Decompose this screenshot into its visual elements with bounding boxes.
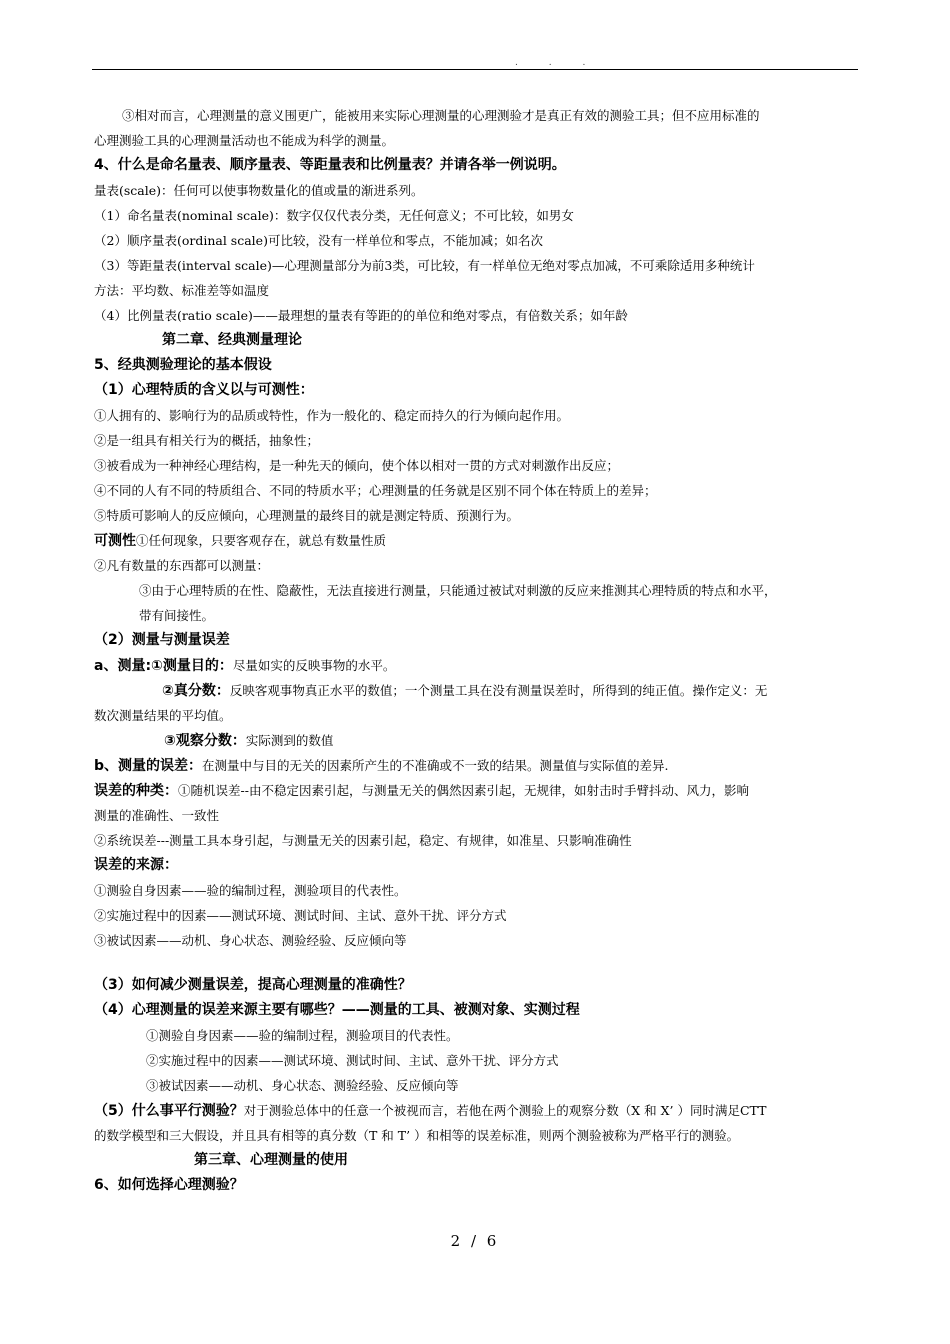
section-heading: （2）测量与测量误差 xyxy=(94,632,230,648)
term-text: 反映客观事物真正水平的数值；一个测量工具在没有测量误差时，所得到的纯正值。操作定义：无 xyxy=(229,683,768,698)
paragraph-line: 心理测验工具的心理测量活动也不能成为科学的测量。 xyxy=(94,133,395,148)
term-label: ③观察分数： xyxy=(164,733,246,749)
page-number: 2 / 6 xyxy=(450,1232,500,1250)
question-heading: 5、经典测验理论的基本假设 xyxy=(94,357,272,373)
term-text: 对于测验总体中的任意一个被视而言，若他在两个测验上的观察分数（X 和 X’ ）同时满足CTT xyxy=(243,1103,767,1118)
document-body xyxy=(94,103,860,1198)
list-item: ⑤特质可影响人的反应倾向，心理测量的最终目的就是测定特质、预测行为。 xyxy=(94,508,520,523)
paragraph-line xyxy=(94,728,860,753)
list-item: ③被看成为一种神经心理结构，是一种先天的倾向，使个体以相对一贯的方式对刺激作出反应； xyxy=(94,458,620,473)
term-text: 实际测到的数值 xyxy=(245,733,334,748)
header-dots: . . . xyxy=(515,58,600,68)
paragraph-line xyxy=(94,653,860,678)
paragraph-line: 测量的准确性、一致性 xyxy=(94,808,220,823)
list-item: ①测验自身因素——验的编制过程，测验项目的代表性。 xyxy=(94,883,407,898)
spacer xyxy=(94,953,860,973)
list-item: ②实施过程中的因素——测试环境、测试时间、主试、意外干扰、评分方式 xyxy=(94,908,507,923)
paragraph-line: ③相对而言，心理测量的意义围更广，能被用来实际心理测量的心理测验才是真正有效的测验工具；但不应用标准的 xyxy=(122,108,760,123)
chapter-heading: 第三章、心理测量的使用 xyxy=(194,1152,348,1168)
paragraph-line xyxy=(94,778,860,803)
question-heading: 4、什么是命名量表、顺序量表、等距量表和比例量表？并请各举一例说明。 xyxy=(94,157,566,173)
question-heading: 6、如何选择心理测验？ xyxy=(94,1177,244,1193)
paragraph-line: 的数学模型和三大假设，并且具有相等的真分数（T 和 T’ ）和相等的误差标准，则两个测验被称为严格平行的测验。 xyxy=(94,1128,740,1143)
list-item: ③由于心理特质的在性、隐蔽性，无法直接进行测量，只能通过被试对刺激的反应来推测其心理特质的特点和水平， xyxy=(139,583,777,598)
section-heading: （4）心理测量的误差来源主要有哪些？——测量的工具、被测对象、实测过程 xyxy=(94,1002,580,1018)
term-label: （5）什么事平行测验？ xyxy=(94,1103,244,1119)
list-item: （1）命名量表(nominal scale)：数字仅仅代表分类，无任何意义；不可比较，如男女 xyxy=(94,208,574,223)
paragraph-line: 数次测量结果的平均值。 xyxy=(94,708,232,723)
list-item: （2）顺序量表(ordinal scale)可比较，没有一样单位和零点，不能加减；如名次 xyxy=(94,233,543,248)
list-item: （4）比例量表(ratio scale)——最理想的量表有等距的的单位和绝对零点，有倍数关系；如年龄 xyxy=(94,308,628,323)
section-heading: （1）心理特质的含义以与可测性： xyxy=(94,382,314,398)
term-text: ①随机误差--由不稳定因素引起，与测量无关的偶然因素引起，无规律，如射击时手臂抖动、风力，影响 xyxy=(178,783,749,798)
term-label: 可测性 xyxy=(94,533,136,549)
chapter-heading: 第二章、经典测量理论 xyxy=(162,332,302,348)
term-label: b、测量的误差： xyxy=(94,758,203,774)
list-item: ②系统误差---测量工具本身引起，与测量无关的因素引起，稳定、有规律，如准星、只影响准确性 xyxy=(94,833,632,848)
paragraph-line xyxy=(94,678,860,703)
term-label: 误差的种类： xyxy=(94,783,178,799)
term-text: 在测量中与目的无关的因素所产生的不准确或不一致的结果。测量值与实际值的差异. xyxy=(202,758,669,773)
list-item: ②实施过程中的因素——测试环境、测试时间、主试、意外干扰、评分方式 xyxy=(146,1053,559,1068)
term-label: 误差的来源： xyxy=(94,857,178,873)
section-heading: （3）如何减少测量误差，提高心理测量的准确性？ xyxy=(94,977,412,993)
paragraph-line xyxy=(94,1098,860,1123)
list-item: ③被试因素——动机、身心状态、测验经验、反应倾向等 xyxy=(94,933,407,948)
list-item: ②是一组具有相关行为的概括，抽象性； xyxy=(94,433,320,448)
term-label: a、测量:①测量目的： xyxy=(94,658,233,674)
paragraph-line xyxy=(94,753,860,778)
list-item: ②凡有数量的东西都可以测量： xyxy=(94,558,270,573)
term-text: 尽量如实的反映事物的水平。 xyxy=(232,658,396,673)
header-rule xyxy=(92,69,858,70)
paragraph-line xyxy=(94,528,860,553)
paragraph-line: 量表(scale)：任何可以使事物数量化的值或量的渐进系列。 xyxy=(94,183,424,198)
paragraph-line: 方法：平均数、标准差等如温度 xyxy=(94,283,270,298)
list-item: ①人拥有的、影响行为的品质或特性，作为一般化的、稳定而持久的行为倾向起作用。 xyxy=(94,408,570,423)
list-item: ④不同的人有不同的特质组合、不同的特质水平；心理测量的任务就是区别不同个体在特质上的差异； xyxy=(94,483,657,498)
list-item: ①测验自身因素——验的编制过程，测验项目的代表性。 xyxy=(146,1028,459,1043)
term-text: ①任何现象，只要客观存在，就总有数量性质 xyxy=(136,533,387,548)
list-item: （3）等距量表(interval scale)—心理测量部分为前3类，可比较，有一样单位无绝对零点加减，不可乘除适用多种统计 xyxy=(94,258,755,273)
paragraph-line: 带有间接性。 xyxy=(139,608,215,623)
term-label: ②真分数： xyxy=(162,683,230,699)
list-item: ③被试因素——动机、身心状态、测验经验、反应倾向等 xyxy=(146,1078,459,1093)
